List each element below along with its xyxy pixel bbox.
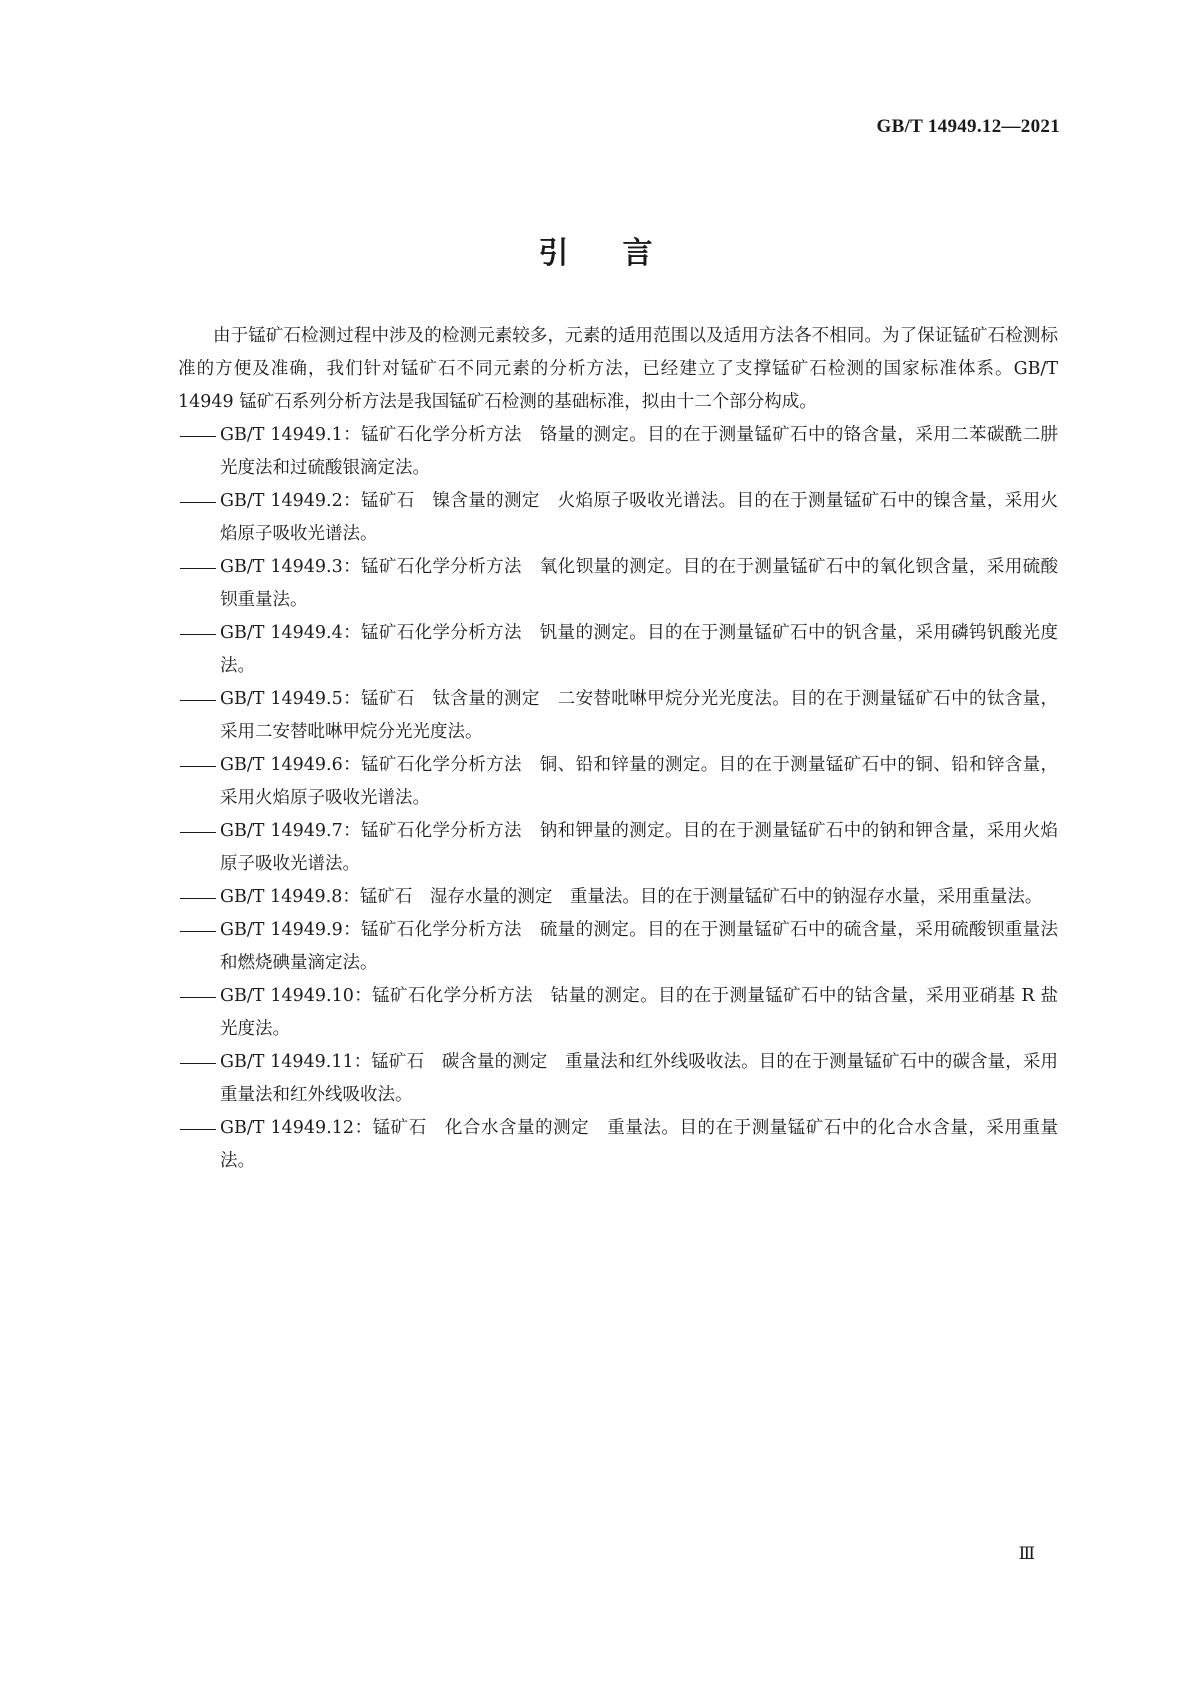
list-item xyxy=(178,815,1058,881)
document-body xyxy=(178,320,1058,1178)
list-item-text: GB/T 14949.1：锰矿石化学分析方法 铬量的测定。目的在于测量锰矿石中的铬含量，采用二苯碳酰二肼光度法和过硫酸银滴定法。 xyxy=(220,425,1058,478)
list-item xyxy=(178,1046,1058,1112)
list-item xyxy=(178,1112,1058,1178)
list-item xyxy=(178,551,1058,617)
list-item-text: GB/T 14949.8：锰矿石 湿存水量的测定 重量法。目的在于测量锰矿石中的钠湿存水量，采用重量法。 xyxy=(220,887,1043,907)
list-item xyxy=(178,749,1058,815)
list-item-text: GB/T 14949.6：锰矿石化学分析方法 铜、铅和锌量的测定。目的在于测量锰矿石中的铜、铅和锌含量，采用火焰原子吸收光谱法。 xyxy=(220,755,1058,808)
list-item xyxy=(178,485,1058,551)
list-item-text: GB/T 14949.12：锰矿石 化合水含量的测定 重量法。目的在于测量锰矿石中的化合水含量，采用重量法。 xyxy=(220,1118,1058,1171)
list-item-text: GB/T 14949.11：锰矿石 碳含量的测定 重量法和红外线吸收法。目的在于测量锰矿石中的碳含量，采用重量法和红外线吸收法。 xyxy=(220,1052,1058,1105)
list-item-text: GB/T 14949.9：锰矿石化学分析方法 硫量的测定。目的在于测量锰矿石中的硫含量，采用硫酸钡重量法和燃烧碘量滴定法。 xyxy=(220,920,1058,973)
list-item-text: GB/T 14949.3：锰矿石化学分析方法 氧化钡量的测定。目的在于测量锰矿石中的氧化钡含量，采用硫酸钡重量法。 xyxy=(220,557,1058,610)
list-item xyxy=(178,419,1058,485)
list-item-text: GB/T 14949.10：锰矿石化学分析方法 钴量的测定。目的在于测量锰矿石中的钴含量，采用亚硝基 R 盐光度法。 xyxy=(220,986,1058,1039)
list-item xyxy=(178,617,1058,683)
list-item-text: GB/T 14949.2：锰矿石 镍含量的测定 火焰原子吸收光谱法。目的在于测量锰矿石中的镍含量，采用火焰原子吸收光谱法。 xyxy=(220,491,1058,544)
list-item xyxy=(178,881,1058,914)
list-item xyxy=(178,914,1058,980)
list-item xyxy=(178,683,1058,749)
list-item xyxy=(178,980,1058,1046)
list-item-text: GB/T 14949.4：锰矿石化学分析方法 钒量的测定。目的在于测量锰矿石中的钒含量，采用磷钨钒酸光度法。 xyxy=(220,623,1058,676)
parts-list xyxy=(178,419,1058,1178)
list-item-text: GB/T 14949.7：锰矿石化学分析方法 钠和钾量的测定。目的在于测量锰矿石中的钠和钾含量，采用火焰原子吸收光谱法。 xyxy=(220,821,1058,874)
intro-paragraph: 由于锰矿石检测过程中涉及的检测元素较多，元素的适用范围以及适用方法各不相同。为了保证锰矿石检测标准的方便及准确，我们针对锰矿石不同元素的分析方法，已经建立了支撑锰矿石检测的国家标准体系。GB/T 14949 锰矿石系列分析方法是我国锰矿石检测的基础标准，拟由十二个部分构成。 xyxy=(178,326,1058,412)
standard-code-header: GB/T 14949.12—2021 xyxy=(876,116,1060,137)
list-item-text: GB/T 14949.5：锰矿石 钛含量的测定 二安替吡啉甲烷分光光度法。目的在于测量锰矿石中的钛含量，采用二安替吡啉甲烷分光光度法。 xyxy=(220,689,1058,742)
page-number: Ⅲ xyxy=(1018,1544,1035,1563)
section-title: 引言 xyxy=(538,236,707,271)
